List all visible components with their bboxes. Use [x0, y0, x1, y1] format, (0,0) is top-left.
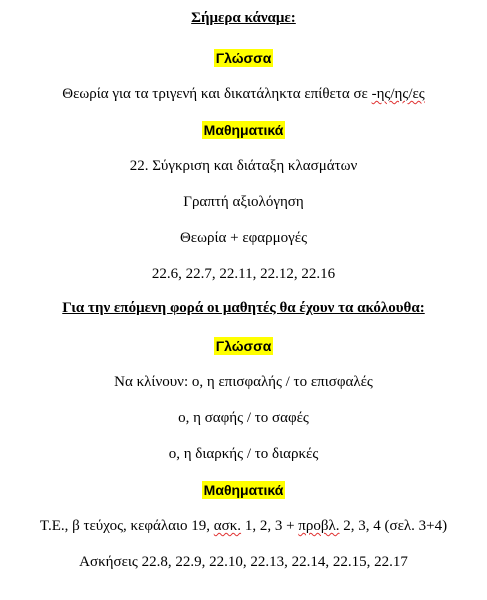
te-ask: ασκ. [213, 518, 242, 534]
today-math-line-3: Θεωρία + εφαρμογές [179, 230, 308, 246]
language-highlight: Γλώσσα [215, 50, 272, 66]
te-provl: προβλ. [298, 518, 340, 534]
next-heading: Για την επόμενη φορά οι μαθητές θα έχουν τα ακόλουθα: [62, 300, 425, 316]
te-part-2: 1, 2, 3 + [241, 518, 299, 534]
next-language-label [0, 336, 487, 356]
today-language-text: Θεωρία για τα τριγενή και δικατάληκτα επίθετα σε [62, 86, 372, 102]
te-part-1: Τ.Ε., β τεύχος, κεφάλαιο 19, [39, 518, 214, 534]
next-math-te-line [0, 516, 487, 536]
today-language-line [0, 84, 487, 104]
next-math-exercises: Ασκήσεις 22.8, 22.9, 22.10, 22.13, 22.14, 22.15, 22.17 [79, 554, 408, 570]
today-language-suffix: -ης/ης/ες [371, 86, 425, 102]
today-math-line-1: 22. Σύγκριση και διάταξη κλασμάτων [129, 158, 358, 174]
next-language-line-1: Να κλίνουν: ο, η επισφαλής / το επισφαλές [114, 374, 373, 390]
te-part-3: 2, 3, 4 (σελ. 3+4) [339, 518, 448, 534]
today-language-label [0, 48, 487, 68]
language-highlight: Γλώσσα [215, 338, 272, 354]
today-math-line-2: Γραπτή αξιολόγηση [183, 194, 304, 210]
today-heading: Σήμερα κάναμε: [191, 10, 296, 26]
next-math-label [0, 480, 487, 500]
today-math-line-4: 22.6, 22.7, 22.11, 22.12, 22.16 [151, 266, 336, 282]
next-language-line-3: ο, η διαρκής / το διαρκές [168, 446, 319, 462]
math-highlight: Μαθηματικά [203, 482, 284, 498]
math-highlight: Μαθηματικά [203, 122, 284, 138]
today-math-label [0, 120, 487, 140]
next-language-line-2: ο, η σαφής / το σαφές [178, 410, 309, 426]
